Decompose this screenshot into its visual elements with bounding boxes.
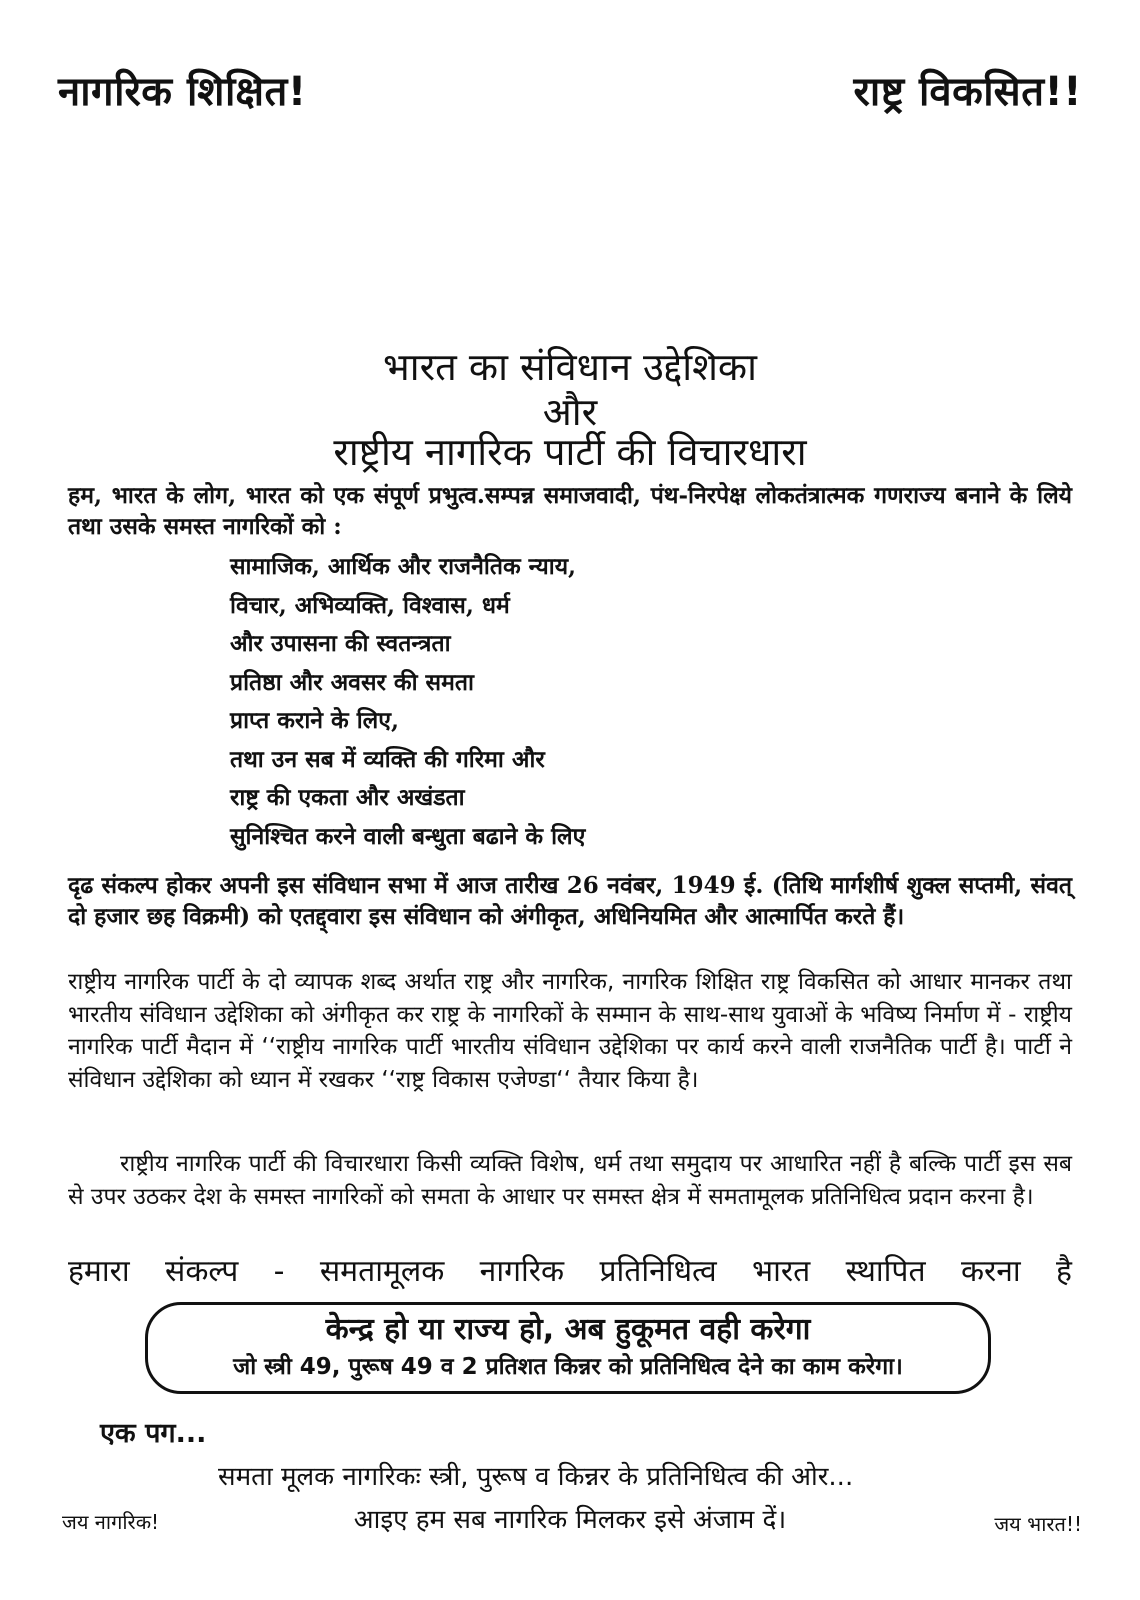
party-paragraph-2: राष्ट्रीय नागरिक पार्टी की विचारधारा किसी व्यक्ति विशेष, धर्म तथा समुदाय पर आधारित नहीं है बल्कि पार्टी इस सब से उपर उठकर देश के समस्त नागरिकों को समता के आधार पर समस्त क्षेत्र में समतामूलक प्रतिनिधित्व प्रदान करना है। [68, 1151, 1072, 1210]
preamble-list [230, 548, 585, 856]
footer-right-slogan: जय भारत!! [994, 1512, 1082, 1536]
preamble-intro: हम, भारत के लोग, भारत को एक संपूर्ण प्रभुत्व.सम्पन्न समाजवादी, पंथ-निरपेक्ष लोकतंत्रात्मक गणराज्य बनाने के लिये तथा उसके समस्त नागरिकों को : [68, 482, 1072, 540]
list-item: और उपासना की स्वतन्त्रता [230, 630, 451, 657]
callout-headline: केन्द्र हो या राज्य हो, अब हुकूमत वही करेगा [325, 1312, 811, 1347]
list-item: प्राप्त कराने के लिए, [230, 707, 399, 734]
step-line: समता मूलक नागरिकः स्त्री, पुरूष व किन्नर के प्रतिनिधित्व की ओर... [218, 1462, 854, 1492]
step-heading: एक पग... [100, 1418, 207, 1449]
list-item: सुनिश्चित करने वाली बन्धुता बढाने के लिए [230, 822, 586, 850]
list-item: राष्ट्र की एकता और अखंडता [230, 784, 465, 811]
list-item: विचार, अभिव्यक्ति, विश्वास, धर्म [230, 591, 510, 619]
footer-left-slogan: जय नागरिक! [62, 1510, 160, 1534]
preamble-close: दृढ संकल्प होकर अपनी इस संविधान सभा में आज तारीख 26 नवंबर, 1949 ई. (तिथि मार्गशीर्ष शुक्ल सप्तमी, संवत् दो हजार छह विक्रमी) को एतद्द्वारा इस संविधान को अंगीकृत, अधिनियमित और आत्मार्पित करते हैं। [68, 872, 1072, 930]
list-item: तथा उन सब में व्यक्ति की गरिमा और [230, 745, 545, 773]
page-title: भारत का संविधान उद्देशिका [383, 345, 757, 389]
footer-call-to-action: आइए हम सब नागरिक मिलकर इसे अंजाम दें। [353, 1505, 787, 1535]
resolve-statement: हमारा संकल्प - समतामूलक नागरिक प्रतिनिधित्व भारत स्थापित करना है [68, 1254, 1072, 1289]
slogan-right: राष्ट्र विकसित!! [853, 69, 1082, 115]
slogan-left: नागरिक शिक्षित! [58, 69, 307, 115]
callout-detail: जो स्त्री 49, पुरूष 49 व 2 प्रतिशत किन्नर को प्रतिनिधित्व देने का काम करेगा। [233, 1354, 903, 1380]
title-connector: और [542, 390, 598, 434]
list-item: सामाजिक, आर्थिक और राजनैतिक न्याय, [230, 553, 577, 580]
page-subtitle: राष्ट्रीय नागरिक पार्टी की विचारधारा [333, 430, 807, 474]
party-paragraph-1: राष्ट्रीय नागरिक पार्टी के दो व्यापक शब्द अर्थात राष्ट्र और नागरिक, नागरिक शिक्षित राष्ट्र विकसित को आधार मानकर तथा भारतीय संविधान उद्देशिका को अंगीकृत कर राष्ट्र के नागरिकों के सम्मान के साथ-साथ युवाओं के भविष्य निर्माण में - राष्ट्रीय नागरिक पार्टी मैदान में ‘‘राष्ट्रीय नागरिक पार्टी भारतीय संविधान उद्देशिका पर कार्य करने वाली राजनैतिक पार्टी है। पार्टी ने संविधान उद्देशिका को ध्यान में रखकर ‘‘राष्ट्र विकास एजेण्डा‘‘ तैयार किया है। [68, 969, 1072, 1093]
callout-box [145, 1302, 991, 1394]
list-item: प्रतिष्ठा और अवसर की समता [230, 668, 474, 696]
